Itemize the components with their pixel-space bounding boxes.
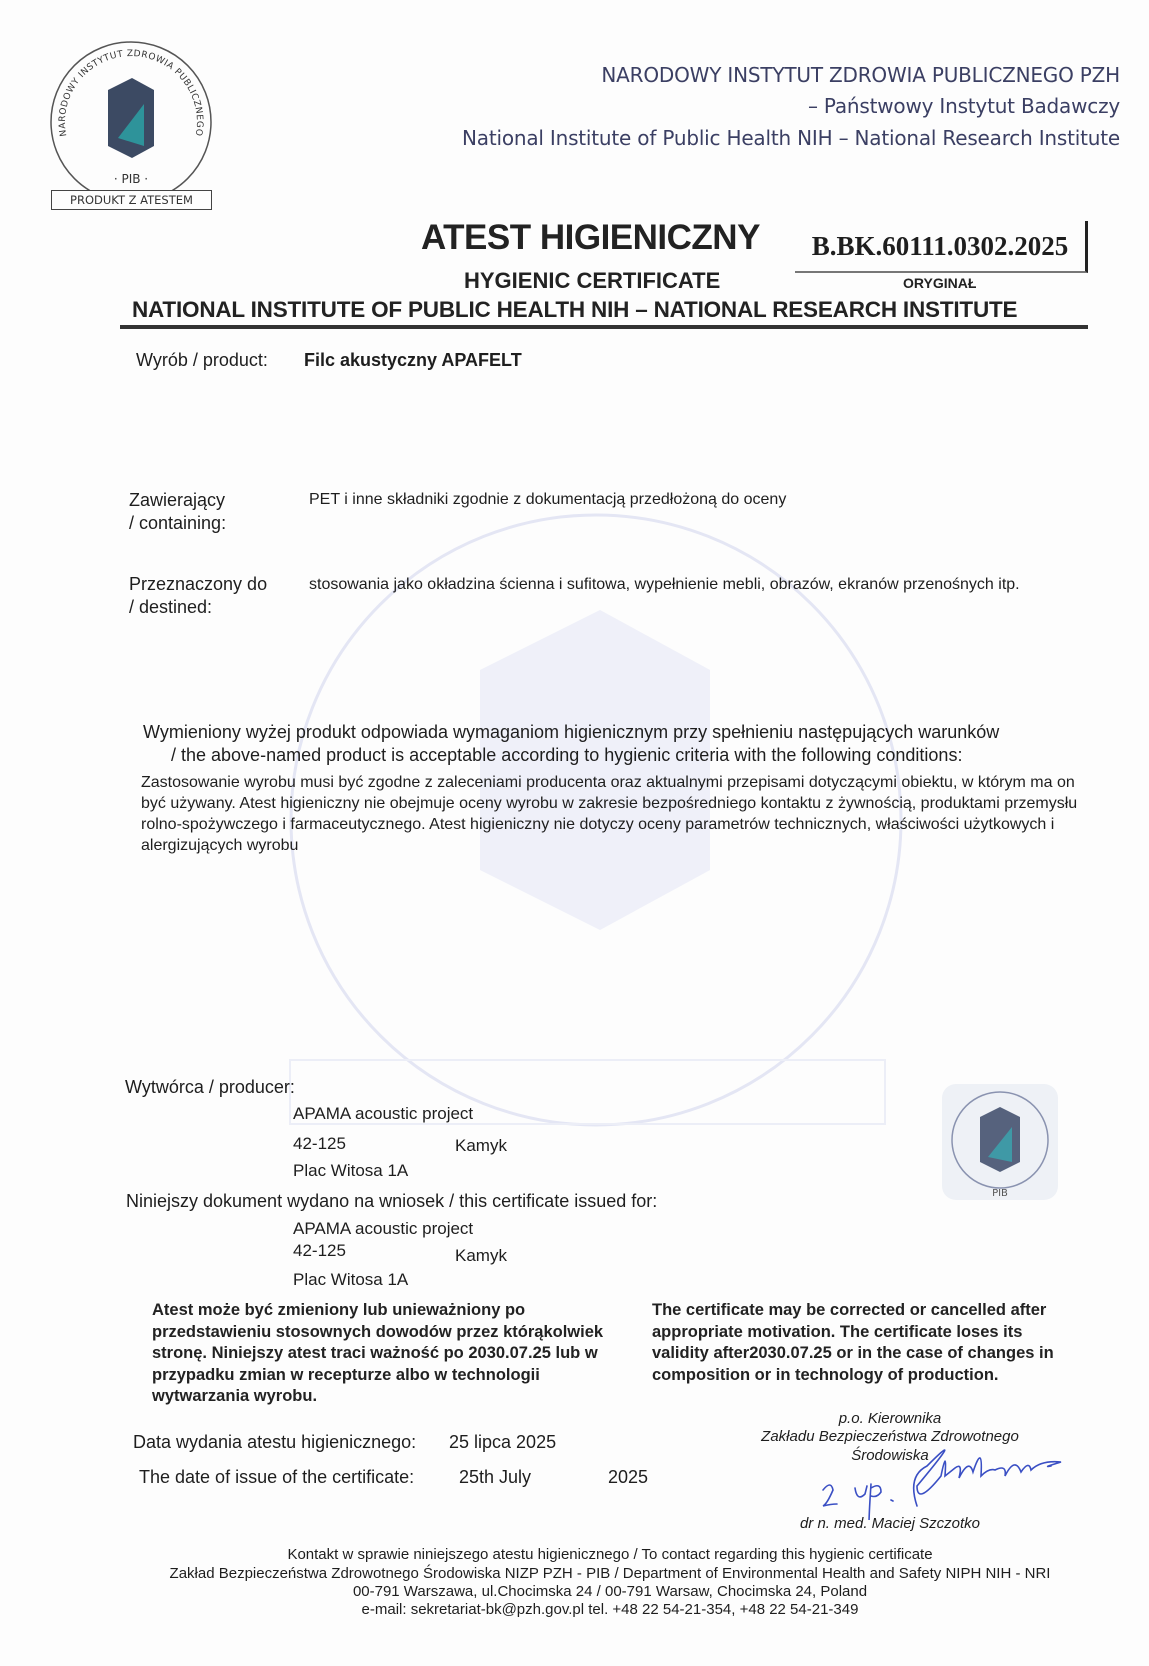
issued-for-street: Plac Witosa 1A xyxy=(293,1270,409,1289)
producer-postcode: 42-125 xyxy=(293,1134,346,1153)
footer-line-4: e-mail: sekretariat-bk@pzh.gov.pl tel. +48 22 54-21-354, +48 22 54-21-349 xyxy=(361,1601,859,1618)
producer-name: APAMA acoustic project xyxy=(293,1104,474,1123)
issue-date-pl-value: 25 lipca 2025 xyxy=(449,1432,557,1452)
issued-for-label: Niniejszy dokument wydano na wniosek / this certificate issued for: xyxy=(126,1191,658,1211)
signatory-title-3: Środowiska xyxy=(851,1447,929,1464)
hologram-seal xyxy=(940,1082,1060,1202)
certificate-number-box xyxy=(795,221,1088,273)
issued-for-postcode: 42-125 xyxy=(293,1241,346,1260)
title-pl: ATEST HIGIENICZNY xyxy=(421,218,760,257)
issue-date-en-value: 25th July xyxy=(459,1467,532,1487)
producer-city: Kamyk xyxy=(455,1136,507,1155)
handwritten-signature xyxy=(815,1440,1095,1520)
containing-label-en: / containing: xyxy=(129,513,227,533)
svg-text:PIB: PIB xyxy=(992,1188,1008,1199)
validity-pl: Atest może być zmieniony lub unieważniony po przedstawieniu stosownych dowodów przez którąkolwiek stronę. Niniejszy atest traci ważność po 2030.07.25 lub w przypadku zmian w recepturze albo w technologii wytwarzania wyrobu. xyxy=(152,1301,604,1405)
logo-badge: PRODUKT Z ATESTEM xyxy=(51,190,212,210)
conditions-heading-pl: Wymieniony wyżej produkt odpowiada wymaganiom higienicznym przy spełnieniu następujących warunków xyxy=(143,722,1000,742)
product-label: Wyrób / product: xyxy=(136,350,268,370)
footer-line-1: Kontakt w sprawie niniejszego atestu higienicznego / To contact regarding this hygienic certificate xyxy=(287,1546,933,1563)
containing-label-pl: Zawierający xyxy=(129,490,226,510)
destined-value: stosowania jako okładzina ścienna i sufitowa, wypełnienie mebli, obrazów, ekranów przenośnych itp. xyxy=(309,576,1020,593)
issue-date-pl-label: Data wydania atestu higienicznego: xyxy=(133,1432,417,1452)
containing-value: PET i inne składniki zgodnie z dokumentacją przedłożoną do oceny xyxy=(309,491,787,508)
svg-text:· PIB ·: · PIB · xyxy=(113,172,149,186)
signatory-name: dr n. med. Maciej Szczotko xyxy=(799,1515,981,1532)
footer-line-3: 00-791 Warszawa, ul.Chocimska 24 / 00-791 Warsaw, Chocimska 24, Poland xyxy=(352,1583,868,1600)
conditions-heading-en: / the above-named product is acceptable according to hygienic criteria with the following conditions: xyxy=(171,745,963,765)
issue-date-en-year: 2025 xyxy=(608,1467,649,1487)
issued-for-name: APAMA acoustic project xyxy=(293,1219,474,1238)
original-label: ORYGINAŁ xyxy=(903,275,977,291)
header-line-2: – Państwowy Instytut Badawczy xyxy=(807,94,1120,118)
certificate-number: B.BK.60111.0302.2025 xyxy=(811,231,1069,261)
issued-for-city: Kamyk xyxy=(455,1246,507,1265)
footer-line-2: Zakład Bezpieczeństwa Zdrowotnego Środowiska NIZP PZH - PIB / Department of Environmental Health and Safety NIPH NIH - NRI xyxy=(169,1565,1051,1582)
signatory-title-2: Zakładu Bezpieczeństwa Zdrowotnego xyxy=(761,1428,1019,1445)
destined-label-en: / destined: xyxy=(129,597,213,617)
pzh-logo xyxy=(46,40,216,210)
signatory-title-1: p.o. Kierownika xyxy=(838,1410,942,1427)
validity-en: The certificate may be corrected or cancelled after appropriate motivation. The certificate loses its validity after2030.07.25 or in the case of changes in composition or in technology of production. xyxy=(652,1301,1054,1384)
header-line-1: NARODOWY INSTYTUT ZDROWIA PUBLICZNEGO PZH xyxy=(601,63,1120,87)
issue-date-en-label: The date of issue of the certificate: xyxy=(139,1467,415,1487)
header-line-3: National Institute of Public Health NIH – National Research Institute xyxy=(462,126,1120,150)
title-en: HYGIENIC CERTIFICATE xyxy=(464,268,721,293)
product-value: Filc akustyczny APAFELT xyxy=(304,350,522,370)
conditions-text: Zastosowanie wyrobu musi być zgodne z zaleceniami producenta oraz aktualnymi przepisami dotyczącymi obiektu, w którym ma on być używany. Atest higieniczny nie obejmuje oceny wyrobu w zakresie bezpośredniego kontaktu z żywnością, produktami przemysłu rolno-spożywczego i farmaceutycznego. Atest higieniczny nie dotyczy oceny parametrów technicznych, właściwości użytkowych i alergizujących wyrobu xyxy=(141,774,1078,854)
producer-street: Plac Witosa 1A xyxy=(293,1161,409,1180)
institute-title: NATIONAL INSTITUTE OF PUBLIC HEALTH NIH – NATIONAL RESEARCH INSTITUTE xyxy=(132,297,1018,322)
producer-label: Wytwórca / producer: xyxy=(125,1077,295,1097)
logo-ring-text: NARODOWY INSTYTUT ZDROWIA PUBLICZNEGO xyxy=(57,49,205,138)
destined-label-pl: Przeznaczony do xyxy=(129,574,268,594)
divider xyxy=(120,325,1088,329)
